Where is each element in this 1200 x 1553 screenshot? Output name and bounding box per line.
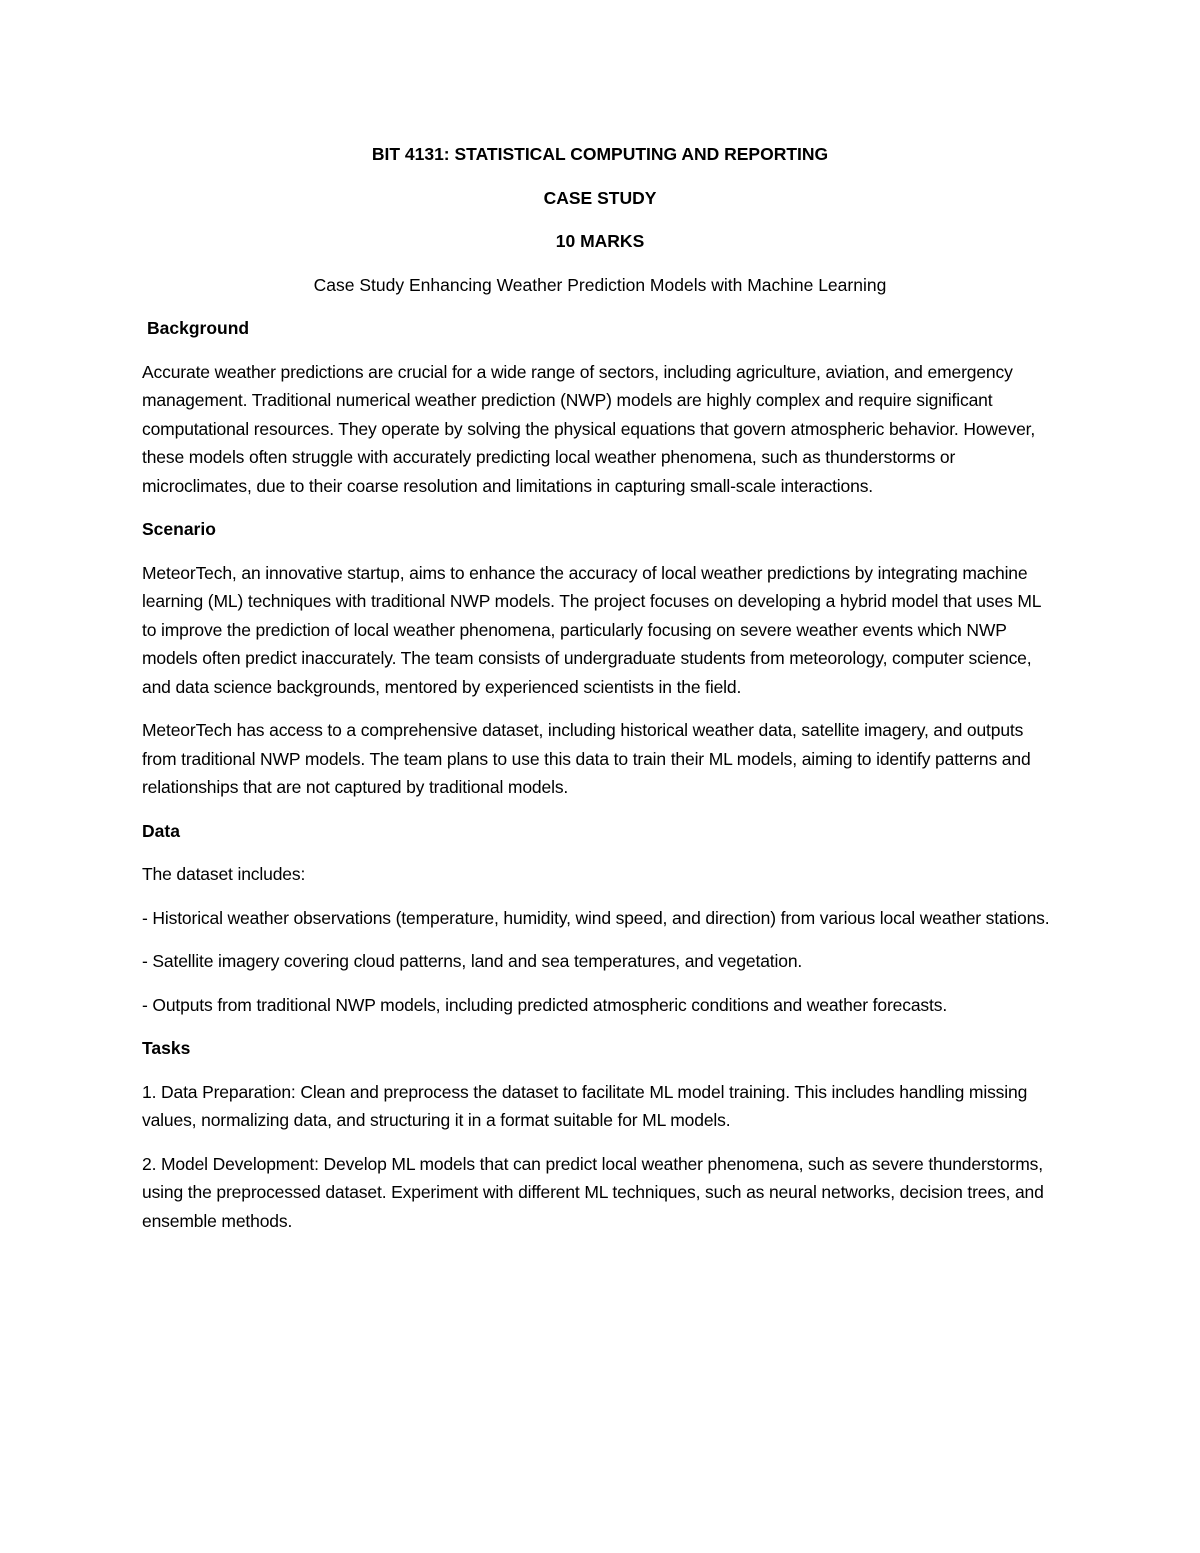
- course-title: BIT 4131: STATISTICAL COMPUTING AND REPORTING: [371, 144, 829, 164]
- task-item-model-development: 2. Model Development: Develop ML models that can predict local weather phenomena, such as severe thunderstorms, using the preprocessed dataset. Experiment with different ML techniques, such as neural networks, decision trees, and ensemble methods.: [142, 1153, 1044, 1231]
- background-heading: Background: [147, 318, 250, 338]
- document-body: [142, 140, 1058, 1250]
- data-heading: Data: [142, 820, 180, 841]
- scenario-heading: Scenario: [142, 519, 216, 539]
- document-type: CASE STUDY: [543, 187, 657, 208]
- marks-label: 10 MARKS: [555, 231, 645, 251]
- background-paragraph: Accurate weather predictions are crucial for a wide range of sectors, including agriculture, aviation, and emergency management. Traditional numerical weather prediction (NWP) models are highly complex and require significant computational resources. They operate by solving the physical equations that govern atmospheric behavior. However, these models often struggle with accurately predicting local weather phenomena, such as thunderstorms or microclimates, due to their coarse resolution and limitations in capturing small-scale interactions.: [142, 361, 1036, 496]
- data-item-historical: - Historical weather observations (temperature, humidity, wind speed, and direction) from various local weather stations.: [142, 907, 1050, 928]
- data-intro: The dataset includes:: [142, 864, 306, 884]
- case-study-title: Case Study Enhancing Weather Prediction Models with Machine Learning: [313, 274, 887, 295]
- scenario-paragraph-2: MeteorTech has access to a comprehensive dataset, including historical weather data, satellite imagery, and outputs from traditional NWP models. The team plans to use this data to train their ML models, aiming to identify patterns and relationships that are not captured by traditional models.: [142, 720, 1031, 797]
- scenario-paragraph-1: MeteorTech, an innovative startup, aims to enhance the accuracy of local weather predictions by integrating machine learning (ML) techniques with traditional NWP models. The project focuses on developing a hybrid model that uses ML to improve the prediction of local weather phenomena, particularly focusing on severe weather events which NWP models often predict inaccurately. The team consists of undergraduate students from meteorology, computer science, and data science backgrounds, mentored by experienced scientists in the field.: [142, 562, 1041, 697]
- tasks-heading: Tasks: [142, 1038, 191, 1058]
- data-item-nwp-outputs: - Outputs from traditional NWP models, including predicted atmospheric conditions and weather forecasts.: [142, 994, 948, 1015]
- data-item-satellite: - Satellite imagery covering cloud patterns, land and sea temperatures, and vegetation.: [142, 951, 803, 971]
- task-item-data-preparation: 1. Data Preparation: Clean and preprocess the dataset to facilitate ML model training. This includes handling missing values, normalizing data, and structuring it in a format suitable for ML models.: [142, 1081, 1028, 1130]
